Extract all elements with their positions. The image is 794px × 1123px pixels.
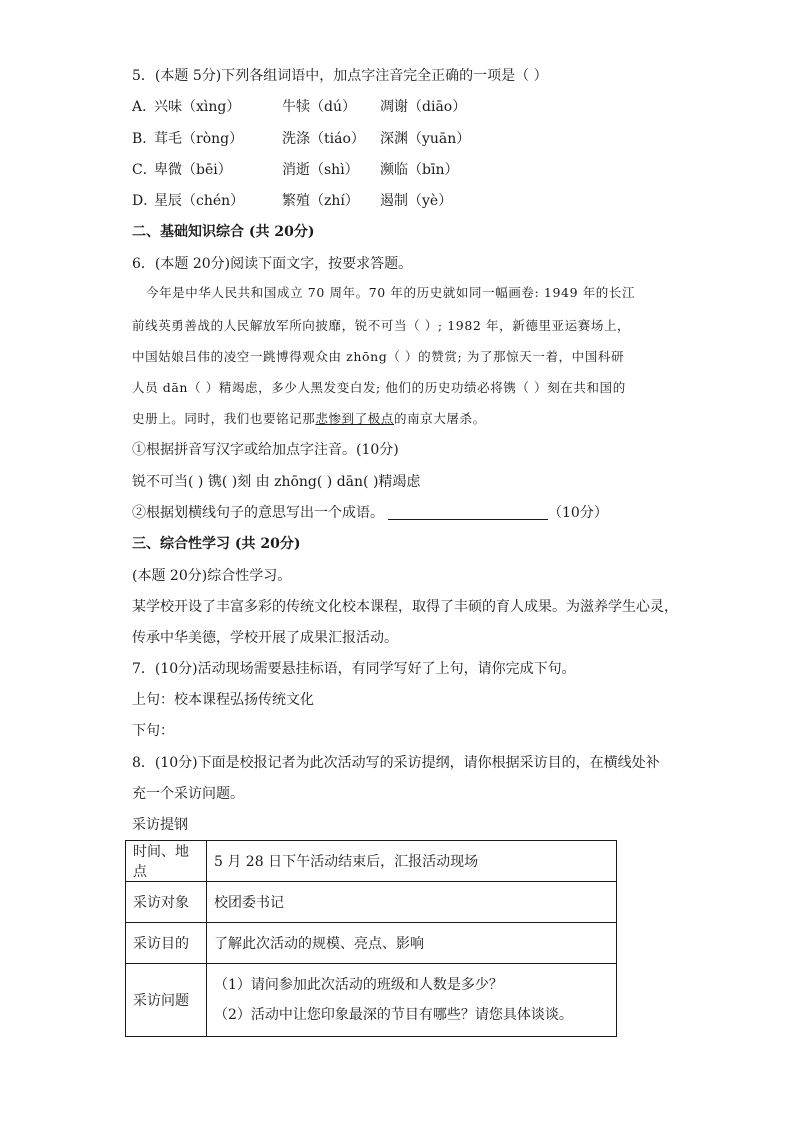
q5-option-d[interactable]: D．星辰（chén） 繁殖（zhí） 遏制（yè） [132,193,453,209]
exam-page: 5．(本题 5分)下列各组词语中，加点字注音完全正确的一项是（ ） A．兴味（xìng） 牛犊（dú） 凋谢（diāo） B．茸毛（ròng） 洗涤（tiáo） 深渊（yuān） C．卑微（bēi） 消逝（shì） 濒临（bīn） D．星辰（chén） 繁殖（zhí） 遏制（yè） 二、基础知识综合 (共 20分) 6．(本题 20分)阅读下面文字，按要求答题。 今年是中华人民共和国成立 70 周年。70 年的历史就如同一幅画卷: 1949 年的长江 前线英勇善战的人民解放军所向披靡，锐不可当（ ）; 1982 年，新德里亚运赛场上， 中国姑娘吕伟的凌空一跳博得观众由 zhōng（ ）的赞赏; 为了那惊天一着，中国科研 人员 dān（ ）精竭虑，多少人黑发变白发; 他们的历史功绩必将镌（ ）刻在共和国的 史册上。同时，我们也要铭记那悲惨到了极点的南京大屠杀。 ①根据拼音写汉字或给加点字注音。(10分) 锐不可当( ) 镌( )刻 由 zhōng( ) dān( )精竭虑 ②根据划横线句子的意思写出一个成语。 （10分） 三、综合性学习 (共 20分) (本题 20分)综合性学习。 某学校开设了丰富多彩的传统文化校本课程，取得了丰硕的育人成果。为滋养学生心灵， 传承中华美德，学校开展了成果汇报活动。 7．(10分)活动现场需要悬挂标语，有同学写好了上句，请你完成下句。 上句：校本课程弘扬传统文化 下句： 8．(10分)下面是校报记者为此次活动写的采访提纲，请你根据采访目的，在横线处补 充一个采访问题。 采访提钢 时间、地点 5 月 28 日下午活动结束后，汇报活动现场 采访对象 校团委书记 采访目的 了解此次活动的规模、亮点、影响 采访问题 （1）请问参加此次活动的班级和人数是多少？ （2）活动中让您印象最深的节目有哪些？请您具体谈谈。 [0,0,794,1123]
table-row [126,964,617,1037]
q7-upper-line: 上句：校本课程弘扬传统文化 [132,692,314,708]
table-row [126,923,617,964]
table-value: 了解此次活动的规模、亮点、影响 [207,923,617,964]
q5-option-a[interactable]: A．兴味（xìng） 牛犊（dú） 凋谢（diāo） [132,99,467,115]
q7-title: 7．(10分)活动现场需要悬挂标语，有同学写好了上句，请你完成下句。 [132,661,576,677]
q5-title: 5．(本题 5分)下列各组词语中，加点字注音完全正确的一项是（ ） [132,68,548,84]
q6-sub2: ②根据划横线句子的意思写出一个成语。 （10分） [132,505,608,521]
q78-para-2: 传承中华美德，学校开展了成果汇报活动。 [132,630,398,646]
underlined-sentence: 悲惨到了极点 [315,411,395,426]
table-key: 采访目的 [126,923,207,964]
q5-option-c[interactable]: C．卑微（bēi） 消逝（shì） 濒临（bīn） [132,162,459,178]
table-value: 5 月 28 日下午活动结束后，汇报活动现场 [207,841,617,882]
q5-option-b[interactable]: B．茸毛（ròng） 洗涤（tiáo） 深渊（yuān） [132,131,471,147]
table-value: 校团委书记 [207,882,617,923]
q78-intro: (本题 20分)综合性学习。 [132,568,292,584]
section-3-heading: 三、综合性学习 (共 20分) [132,536,301,552]
interview-question-1: （1）请问参加此次活动的班级和人数是多少？ [214,977,503,993]
table-key: 采访对象 [126,882,207,923]
table-value [207,964,617,1037]
q6-sub1-blanks[interactable]: 锐不可当( ) 镌( )刻 由 zhōng( ) dān( )精竭虑 [132,474,421,490]
outline-title: 采访提钢 [132,817,188,833]
q8-title-2: 充一个采访问题。 [132,786,244,802]
q6-sub1: ①根据拼音写汉字或给加点字注音。(10分) [132,442,399,458]
table-key: 采访问题 [126,964,207,1037]
q6-title: 6．(本题 20分)阅读下面文字，按要求答题。 [132,256,413,272]
interview-question-2: （2）活动中让您印象最深的节目有哪些？请您具体谈谈。 [214,1007,573,1023]
q7-lower-line[interactable]: 下句： [132,723,174,739]
interview-outline-table [125,840,617,1037]
q78-para-1: 某学校开设了丰富多彩的传统文化校本课程，取得了丰硕的育人成果。为滋养学生心灵， [132,599,678,615]
q8-title-1: 8．(10分)下面是校报记者为此次活动写的采访提纲，请你根据采访目的，在横线处补 [132,755,660,771]
table-row [126,882,617,923]
table-key: 时间、地点 [126,841,207,882]
answer-blank[interactable] [388,505,548,520]
section-2-heading: 二、基础知识综合 (共 20分) [132,224,315,240]
table-row [126,841,617,882]
